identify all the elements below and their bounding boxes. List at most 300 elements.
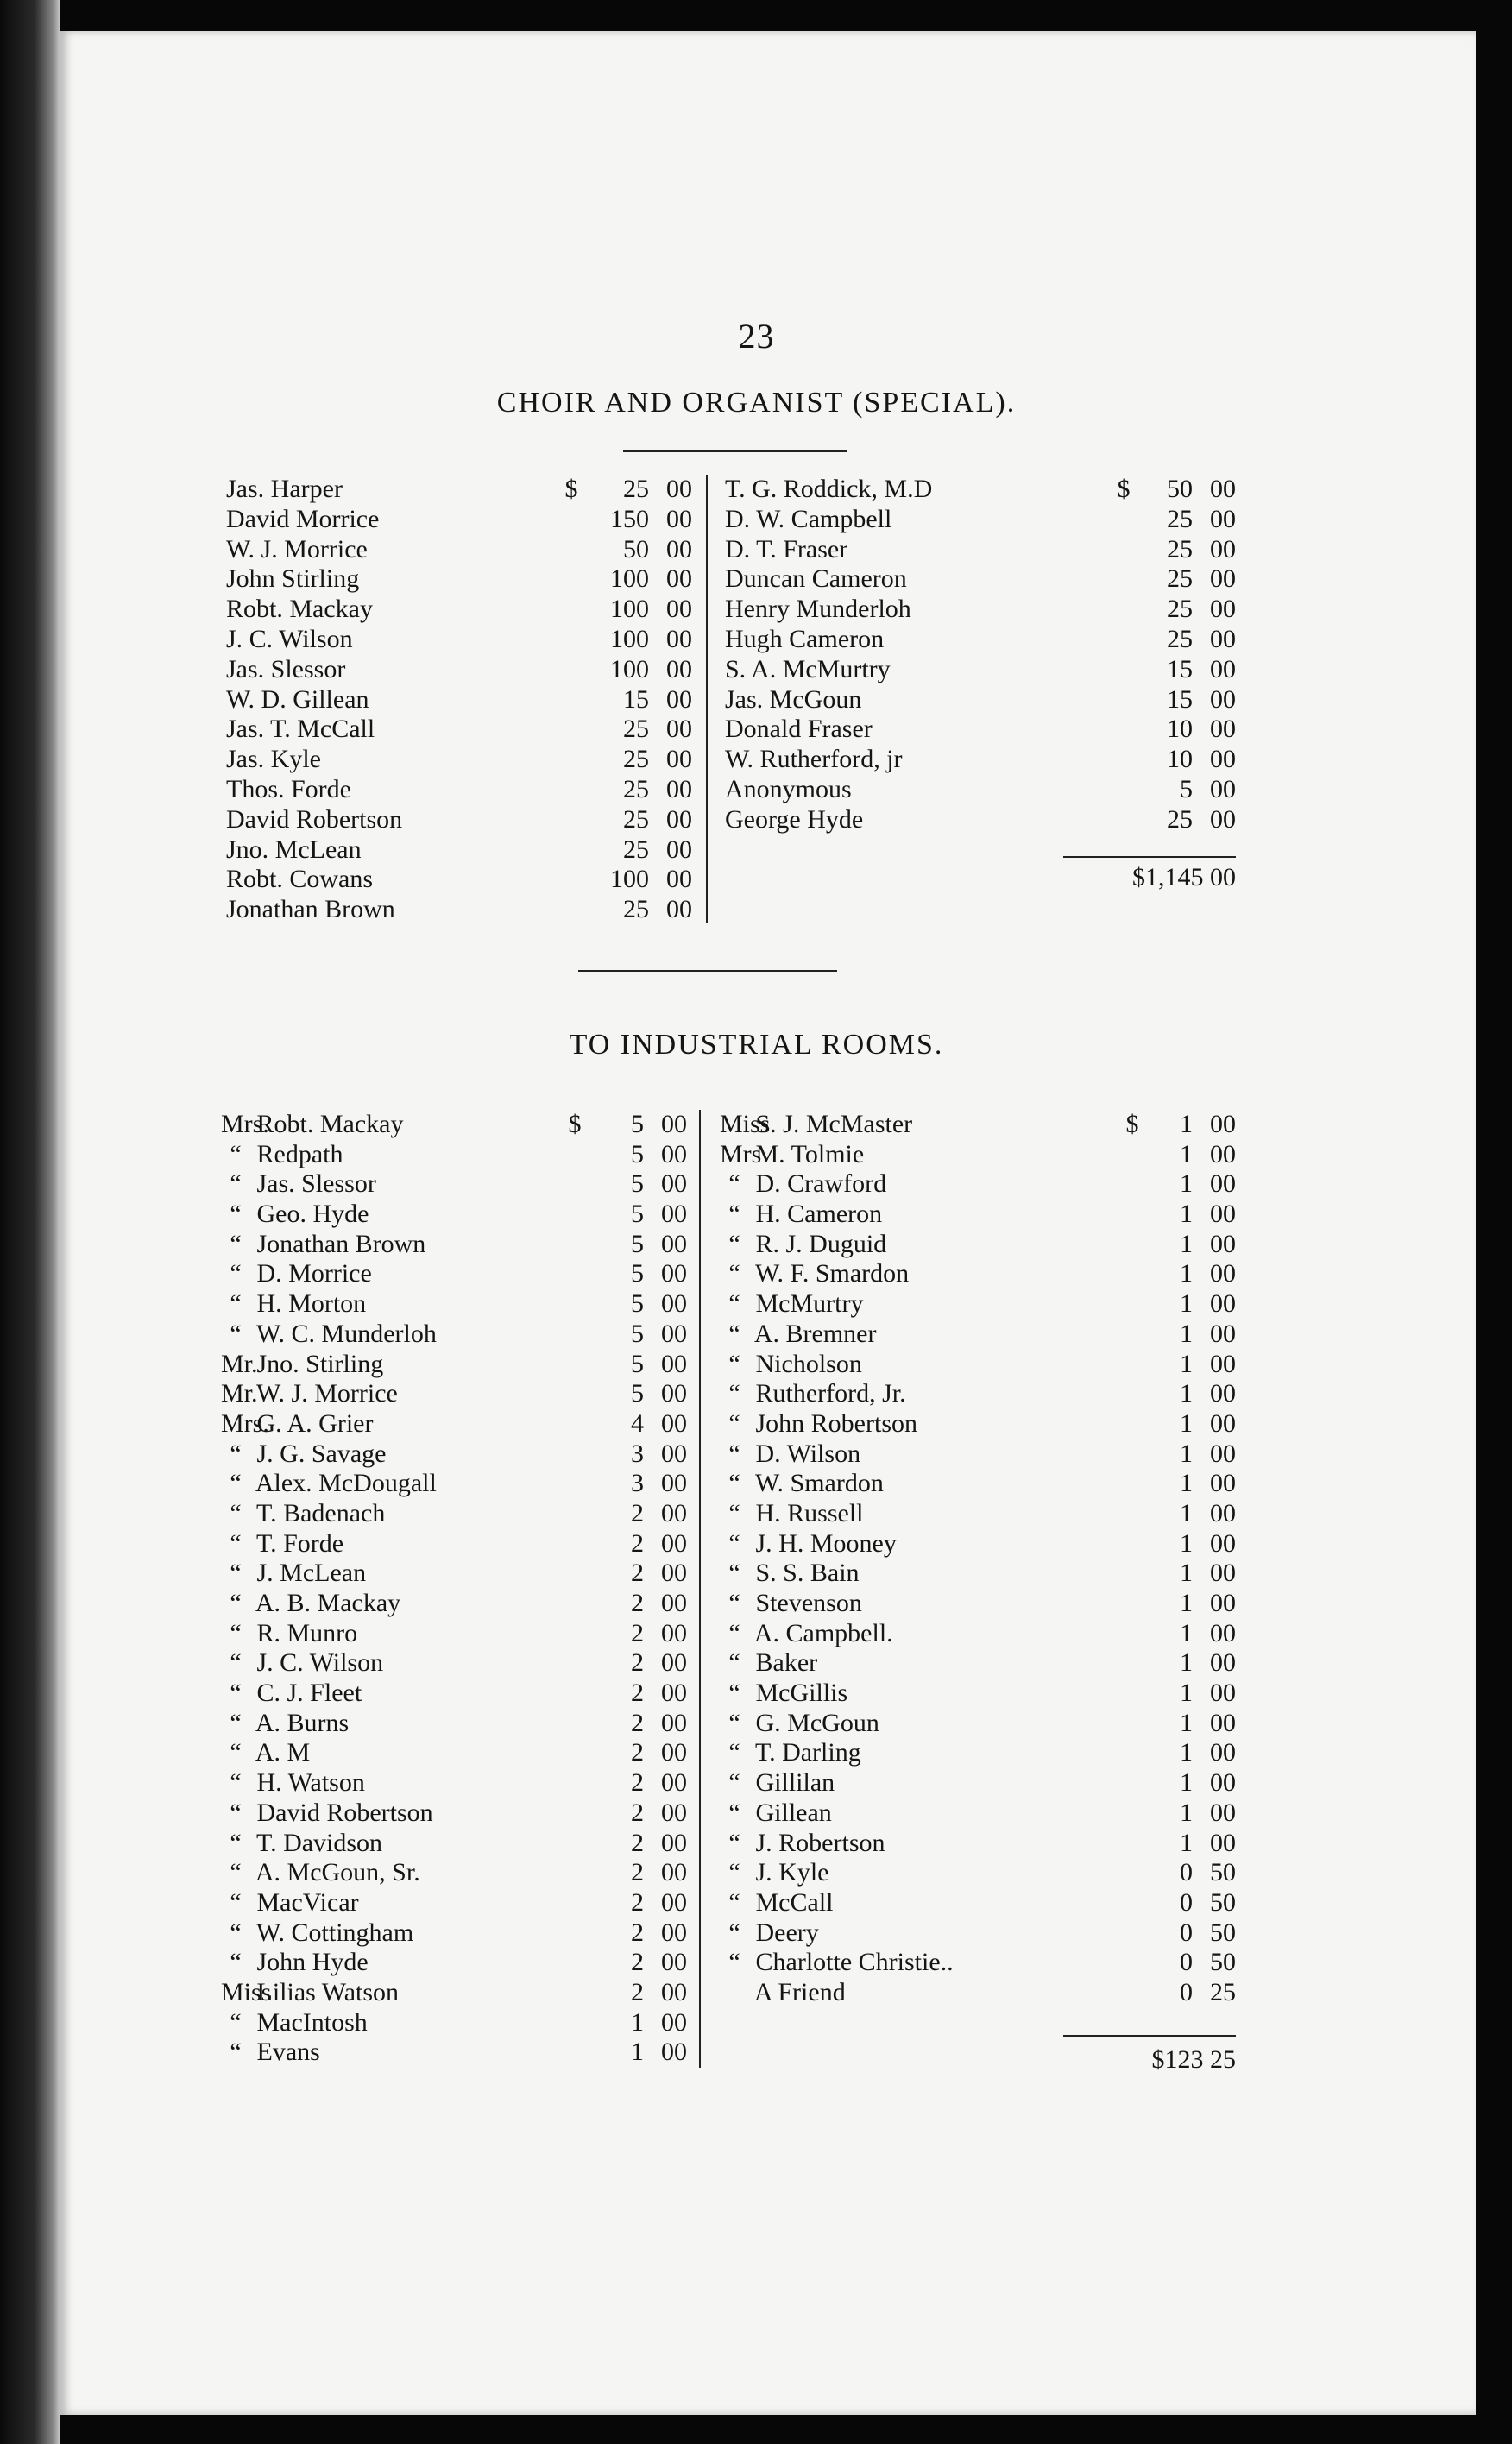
list-item	[221, 1948, 687, 1978]
donor-prefix: “	[230, 1139, 242, 1168]
donor-name	[720, 1978, 1124, 2008]
amount-cents: 00	[1210, 475, 1236, 503]
amount-dollars: 5	[631, 1349, 644, 1378]
amount-dollars: 3	[631, 1469, 644, 1498]
currency-sign	[566, 1469, 583, 1499]
currency-sign	[566, 1918, 583, 1949]
list-item	[720, 1948, 1236, 1978]
amount-cents: 25	[1210, 1977, 1236, 2006]
amount-cents: 00	[666, 504, 692, 533]
donor-prefix: “	[230, 1169, 242, 1199]
donor-prefix: “	[230, 1439, 242, 1468]
list-item	[221, 1200, 687, 1230]
amount-dollars: 2	[631, 1798, 644, 1827]
donor-name	[221, 1320, 566, 1350]
amount-cents: 00	[661, 1379, 687, 1408]
industrial-right-column	[720, 1110, 1236, 2008]
list-item	[226, 595, 692, 625]
currency-sign	[1124, 1379, 1141, 1409]
list-item	[720, 1289, 1236, 1320]
donor-name	[720, 1259, 1124, 1289]
donor-label: “ Alex. McDougall	[221, 1469, 438, 1497]
currency-sign	[566, 1619, 583, 1649]
amount-cents: 00	[1210, 715, 1236, 744]
donor-label: “ T. Davidson	[221, 1829, 384, 1857]
donor-name	[226, 775, 563, 805]
donor-name	[720, 1829, 1124, 1859]
currency-sign	[1124, 1648, 1141, 1679]
amount-cents: 00	[661, 1918, 687, 1947]
donor-prefix: “	[728, 1498, 740, 1528]
amount-cents: 00	[661, 2007, 687, 2037]
donor-label: Hugh Cameron	[725, 624, 885, 653]
amount-dollars: 5	[631, 1169, 644, 1199]
donor-label: Jas. T. McCall	[226, 715, 375, 744]
currency-sign	[1124, 1559, 1141, 1589]
donor-name	[720, 1409, 1124, 1439]
column-divider	[706, 475, 708, 923]
donor-label: “ A. Burns	[221, 1709, 350, 1737]
list-item	[725, 475, 1236, 505]
donor-name	[226, 865, 563, 895]
donor-name	[221, 1409, 566, 1439]
list-item	[720, 1858, 1236, 1888]
donor-name	[725, 625, 1115, 655]
donor-name	[720, 1439, 1124, 1470]
list-item	[221, 1409, 687, 1439]
amount-dollars: 5	[631, 1200, 644, 1229]
amount-dollars: 25	[1167, 624, 1193, 653]
amount-dollars: 25	[1167, 564, 1193, 594]
amount-cents: 00	[661, 1679, 687, 1708]
donor-name	[725, 564, 1115, 595]
amount-dollars: 3	[631, 1439, 644, 1468]
donor-name	[221, 1350, 566, 1380]
currency-sign	[1124, 1768, 1141, 1798]
currency-sign: $	[568, 1110, 582, 1138]
currency-sign	[566, 2038, 583, 2068]
amount-cents: 00	[661, 2038, 687, 2067]
amount-dollars: 100	[610, 564, 649, 594]
amount-dollars: 2	[631, 1858, 644, 1887]
donor-label: “ J. H. Mooney	[720, 1529, 898, 1558]
donor-label: David Robertson	[226, 804, 403, 834]
donor-name	[725, 655, 1115, 685]
donor-prefix: “	[230, 1858, 242, 1887]
amount-dollars: 2	[631, 1948, 644, 1977]
currency-sign	[563, 865, 580, 895]
list-item	[221, 1648, 687, 1679]
amount-dollars: 1	[1180, 1439, 1193, 1468]
amount-dollars: 0	[1180, 1977, 1193, 2006]
currency-sign	[1124, 1679, 1141, 1709]
amount-cents: 00	[1210, 1708, 1236, 1737]
donor-label: David Morrice	[226, 504, 380, 533]
currency-sign	[1115, 745, 1132, 775]
amount-cents: 00	[661, 1110, 687, 1138]
donor-prefix: “	[728, 1200, 740, 1229]
donor-label: “ Redpath	[221, 1140, 344, 1168]
list-item	[221, 2038, 687, 2068]
currency-sign	[1124, 1320, 1141, 1350]
amount-dollars: 2	[631, 1887, 644, 1917]
donor-label: Robt. Mackay	[226, 595, 373, 624]
donor-name	[725, 715, 1115, 745]
amount-dollars: 1	[1180, 1379, 1193, 1408]
donor-prefix: “	[728, 1918, 740, 1947]
industrial-left-column	[221, 1110, 687, 2068]
total-rule	[1063, 856, 1236, 858]
amount-cents: 00	[666, 534, 692, 564]
donor-label: “ J. McLean	[221, 1559, 368, 1587]
amount-dollars: 15	[1167, 654, 1193, 683]
industrial-total: $123 25	[1151, 2045, 1236, 2074]
donor-label: “ Deery	[720, 1918, 821, 1947]
donor-name	[221, 1918, 566, 1949]
list-item	[720, 1648, 1236, 1679]
donor-label: “ A. Campbell.	[720, 1619, 895, 1647]
amount-cents: 00	[1210, 745, 1236, 774]
amount-dollars: 25	[623, 835, 649, 864]
donor-prefix: “	[230, 1828, 242, 1857]
amount-dollars: 1	[1180, 1738, 1193, 1767]
currency-sign	[566, 1409, 583, 1439]
currency-sign: $	[1117, 475, 1131, 503]
donor-label: Mrs. G. A. Grier	[221, 1408, 374, 1438]
currency-sign	[566, 1529, 583, 1559]
amount-cents: 00	[666, 865, 692, 894]
donor-label: “ R. Munro	[221, 1619, 359, 1647]
donor-name	[226, 835, 563, 866]
amount-dollars: 1	[1180, 1679, 1193, 1708]
amount-dollars: 5	[631, 1110, 644, 1138]
donor-label: “ T. Badenach	[221, 1499, 387, 1528]
donor-label: “ R. J. Duguid	[720, 1230, 888, 1258]
donor-name	[226, 895, 563, 925]
amount-cents: 00	[1210, 1589, 1236, 1617]
amount-dollars: 1	[1180, 1648, 1193, 1678]
amount-cents: 00	[666, 564, 692, 594]
donor-name	[221, 1529, 566, 1559]
currency-sign	[1124, 1529, 1141, 1559]
amount-cents: 00	[1210, 1319, 1236, 1348]
donor-prefix: “	[230, 1738, 242, 1767]
donor-prefix: Miss	[221, 1977, 272, 2006]
amount-dollars: 1	[1180, 1828, 1193, 1857]
donor-name	[720, 1768, 1124, 1798]
currency-sign	[1124, 1469, 1141, 1499]
currency-sign	[563, 655, 580, 685]
amount-dollars: 25	[623, 745, 649, 774]
list-item	[221, 1379, 687, 1409]
amount-cents: 00	[661, 1349, 687, 1378]
list-item	[720, 1738, 1236, 1768]
donor-prefix: “	[728, 1469, 740, 1498]
list-item	[221, 1169, 687, 1200]
currency-sign	[566, 1320, 583, 1350]
list-item	[221, 1918, 687, 1949]
list-item	[221, 1679, 687, 1709]
list-item	[720, 1619, 1236, 1649]
list-item	[221, 1978, 687, 2008]
amount-cents: 00	[666, 804, 692, 834]
amount-cents: 00	[1210, 595, 1236, 624]
currency-sign	[1124, 1918, 1141, 1949]
donor-name	[226, 475, 563, 505]
total-rule	[1063, 2035, 1236, 2037]
amount-cents: 00	[661, 1887, 687, 1917]
amount-cents: 00	[1210, 1738, 1236, 1767]
list-item	[226, 865, 692, 895]
list-item	[725, 655, 1236, 685]
donor-label: D. W. Campbell	[725, 504, 892, 533]
donor-name	[725, 745, 1115, 775]
donor-name	[720, 1230, 1124, 1260]
list-item	[221, 1439, 687, 1470]
currency-sign	[566, 1140, 583, 1170]
amount-cents: 00	[661, 1948, 687, 1977]
donor-prefix: “	[728, 1618, 740, 1647]
amount-dollars: 1	[1180, 1768, 1193, 1798]
amount-dollars: 0	[1180, 1887, 1193, 1917]
list-item	[221, 1110, 687, 1140]
donor-label: S. A. McMurtry	[725, 654, 891, 683]
list-item	[226, 685, 692, 715]
currency-sign	[563, 505, 580, 535]
amount-dollars: 0	[1180, 1948, 1193, 1977]
currency-sign	[566, 1499, 583, 1529]
currency-sign	[1124, 1738, 1141, 1768]
donor-name	[720, 1648, 1124, 1679]
currency-sign	[563, 835, 580, 866]
donor-label: “ J. Robertson	[720, 1829, 887, 1857]
donor-label: W. Rutherford, jr	[725, 745, 903, 774]
amount-dollars: 1	[1180, 1110, 1193, 1138]
donor-label: “ G. McGoun	[720, 1709, 881, 1737]
donor-label: “ A. McGoun, Sr.	[221, 1858, 422, 1887]
amount-cents: 00	[1210, 1379, 1236, 1408]
donor-prefix: “	[728, 1289, 740, 1319]
list-item	[221, 1768, 687, 1798]
amount-dollars: 2	[631, 1977, 644, 2006]
amount-cents: 00	[666, 745, 692, 774]
donor-label: “ J. Kyle	[720, 1858, 831, 1887]
amount-dollars: 25	[623, 774, 649, 803]
donor-name	[221, 1379, 566, 1409]
donor-prefix: “	[728, 1648, 740, 1678]
donor-name	[720, 1559, 1124, 1589]
donor-prefix: “	[728, 1559, 740, 1588]
currency-sign	[1124, 1858, 1141, 1888]
list-item	[221, 1259, 687, 1289]
donor-prefix: “	[230, 2038, 242, 2067]
list-item	[720, 1888, 1236, 1918]
amount-dollars: 1	[1180, 1559, 1193, 1588]
amount-cents: 00	[1210, 504, 1236, 533]
amount-cents: 00	[661, 1559, 687, 1588]
amount-dollars: 25	[1167, 504, 1193, 533]
donor-name	[221, 1978, 566, 2008]
donor-name	[226, 625, 563, 655]
heading-rule	[623, 450, 847, 452]
donor-prefix: “	[728, 1528, 740, 1558]
donor-label: “ McMurtry	[720, 1289, 865, 1318]
donor-prefix: “	[728, 1887, 740, 1917]
list-item	[725, 625, 1236, 655]
donor-name	[720, 1140, 1124, 1170]
amount-cents: 50	[1210, 1858, 1236, 1887]
donor-name	[725, 805, 1115, 835]
donor-name	[226, 505, 563, 535]
currency-sign: $	[1125, 1110, 1139, 1138]
currency-sign	[1124, 1499, 1141, 1529]
amount-dollars: 2	[631, 1708, 644, 1737]
donor-label: “ Jonathan Brown	[221, 1230, 427, 1258]
amount-cents: 00	[1210, 1200, 1236, 1229]
currency-sign	[566, 1679, 583, 1709]
amount-dollars: 1	[1180, 1469, 1193, 1498]
amount-cents: 00	[661, 1589, 687, 1617]
currency-sign	[566, 2008, 583, 2038]
amount-dollars: 100	[610, 654, 649, 683]
donor-label: “ S. S. Bain	[720, 1559, 861, 1587]
amount-dollars: 25	[623, 715, 649, 744]
amount-cents: 00	[1210, 684, 1236, 714]
donor-prefix: “	[230, 1259, 242, 1288]
donor-label: Mr. W. J. Morrice	[221, 1379, 398, 1408]
donor-name	[725, 595, 1115, 625]
currency-sign	[1115, 505, 1132, 535]
donor-prefix: “	[728, 1738, 740, 1767]
list-item	[725, 535, 1236, 565]
donor-label: Duncan Cameron	[725, 564, 907, 594]
donor-label: Robt. Cowans	[226, 865, 374, 894]
donor-name	[720, 1499, 1124, 1529]
donor-label: Jas. Harper	[226, 475, 343, 503]
amount-cents: 00	[666, 684, 692, 714]
donor-label: Miss S. J. McMaster	[720, 1110, 913, 1138]
donor-prefix: “	[230, 1289, 242, 1319]
list-item	[226, 835, 692, 866]
donor-name	[720, 1200, 1124, 1230]
donor-prefix: “	[230, 1559, 242, 1588]
list-item	[720, 1709, 1236, 1739]
list-item	[221, 1230, 687, 1260]
list-item	[725, 775, 1236, 805]
currency-sign	[566, 1648, 583, 1679]
donor-label: Jas. McGoun	[725, 684, 862, 714]
donor-label: “ Geo. Hyde	[221, 1200, 370, 1228]
currency-sign	[566, 1379, 583, 1409]
donor-label: “ Nicholson	[720, 1350, 864, 1378]
amount-cents: 00	[1210, 1528, 1236, 1558]
list-item	[221, 1469, 687, 1499]
amount-cents: 00	[666, 624, 692, 653]
amount-dollars: 2	[631, 1498, 644, 1528]
donor-label: “ W. Smardon	[720, 1469, 885, 1497]
amount-cents: 00	[661, 1828, 687, 1857]
donor-label: Henry Munderloh	[725, 595, 911, 624]
currency-sign	[1124, 1230, 1141, 1260]
currency-sign	[1124, 1829, 1141, 1859]
donor-label: “ A. M	[221, 1738, 312, 1767]
amount-cents: 50	[1210, 1887, 1236, 1917]
donor-label: “ McCall	[720, 1888, 835, 1917]
amount-cents: 00	[666, 774, 692, 803]
amount-dollars: 2	[631, 1559, 644, 1588]
amount-cents: 00	[666, 475, 692, 503]
donor-label: Donald Fraser	[725, 715, 873, 744]
donor-name	[221, 1948, 566, 1978]
amount-cents: 00	[661, 1439, 687, 1468]
choir-heading: CHOIR AND ORGANIST (SPECIAL).	[496, 387, 1017, 419]
list-item	[226, 505, 692, 535]
list-item	[725, 564, 1236, 595]
amount-cents: 00	[661, 1768, 687, 1798]
currency-sign	[1124, 1200, 1141, 1230]
currency-sign	[563, 895, 580, 925]
donor-label: W. D. Gillean	[226, 684, 369, 714]
currency-sign	[563, 595, 580, 625]
currency-sign	[1124, 1589, 1141, 1619]
currency-sign	[563, 745, 580, 775]
donor-prefix: “	[728, 1169, 740, 1199]
list-item	[226, 775, 692, 805]
currency-sign	[1115, 805, 1132, 835]
list-item	[221, 1529, 687, 1559]
donor-prefix: “	[230, 1918, 242, 1947]
donor-label: Mr. Jno. Stirling	[221, 1349, 384, 1378]
amount-dollars: 1	[1180, 1408, 1193, 1438]
donor-label: Jas. Kyle	[226, 745, 321, 774]
list-item	[720, 1169, 1236, 1200]
amount-cents: 00	[1210, 1618, 1236, 1647]
donor-label: “ W. F. Smardon	[720, 1259, 910, 1288]
currency-sign	[566, 1289, 583, 1320]
list-item	[226, 564, 692, 595]
donor-label: “ Gillilan	[720, 1768, 836, 1797]
donor-label: Jonathan Brown	[226, 895, 395, 924]
amount-dollars: 25	[623, 895, 649, 924]
amount-dollars: 1	[1180, 1169, 1193, 1199]
list-item	[226, 535, 692, 565]
list-item	[725, 505, 1236, 535]
donor-name	[221, 1679, 566, 1709]
list-item	[720, 1829, 1236, 1859]
currency-sign	[1115, 685, 1132, 715]
amount-dollars: 1	[1180, 1349, 1193, 1378]
list-item	[720, 1320, 1236, 1350]
donor-name	[221, 1738, 566, 1768]
donor-name	[720, 1169, 1124, 1200]
donor-name	[226, 564, 563, 595]
list-item	[720, 1529, 1236, 1559]
amount-dollars: 2	[631, 1618, 644, 1647]
currency-sign	[1115, 564, 1132, 595]
donor-prefix: “	[728, 1708, 740, 1737]
amount-dollars: 25	[1167, 804, 1193, 834]
donor-label: Jno. McLean	[226, 835, 362, 864]
industrial-heading: TO INDUSTRIAL ROOMS.	[569, 1029, 944, 1061]
amount-cents: 00	[661, 1648, 687, 1678]
donor-prefix: “	[728, 1828, 740, 1857]
donor-label: “ H. Cameron	[720, 1200, 884, 1228]
amount-cents: 00	[666, 654, 692, 683]
currency-sign	[566, 1200, 583, 1230]
list-item	[720, 1409, 1236, 1439]
donor-name	[720, 1619, 1124, 1649]
donor-label: Thos. Forde	[226, 774, 351, 803]
